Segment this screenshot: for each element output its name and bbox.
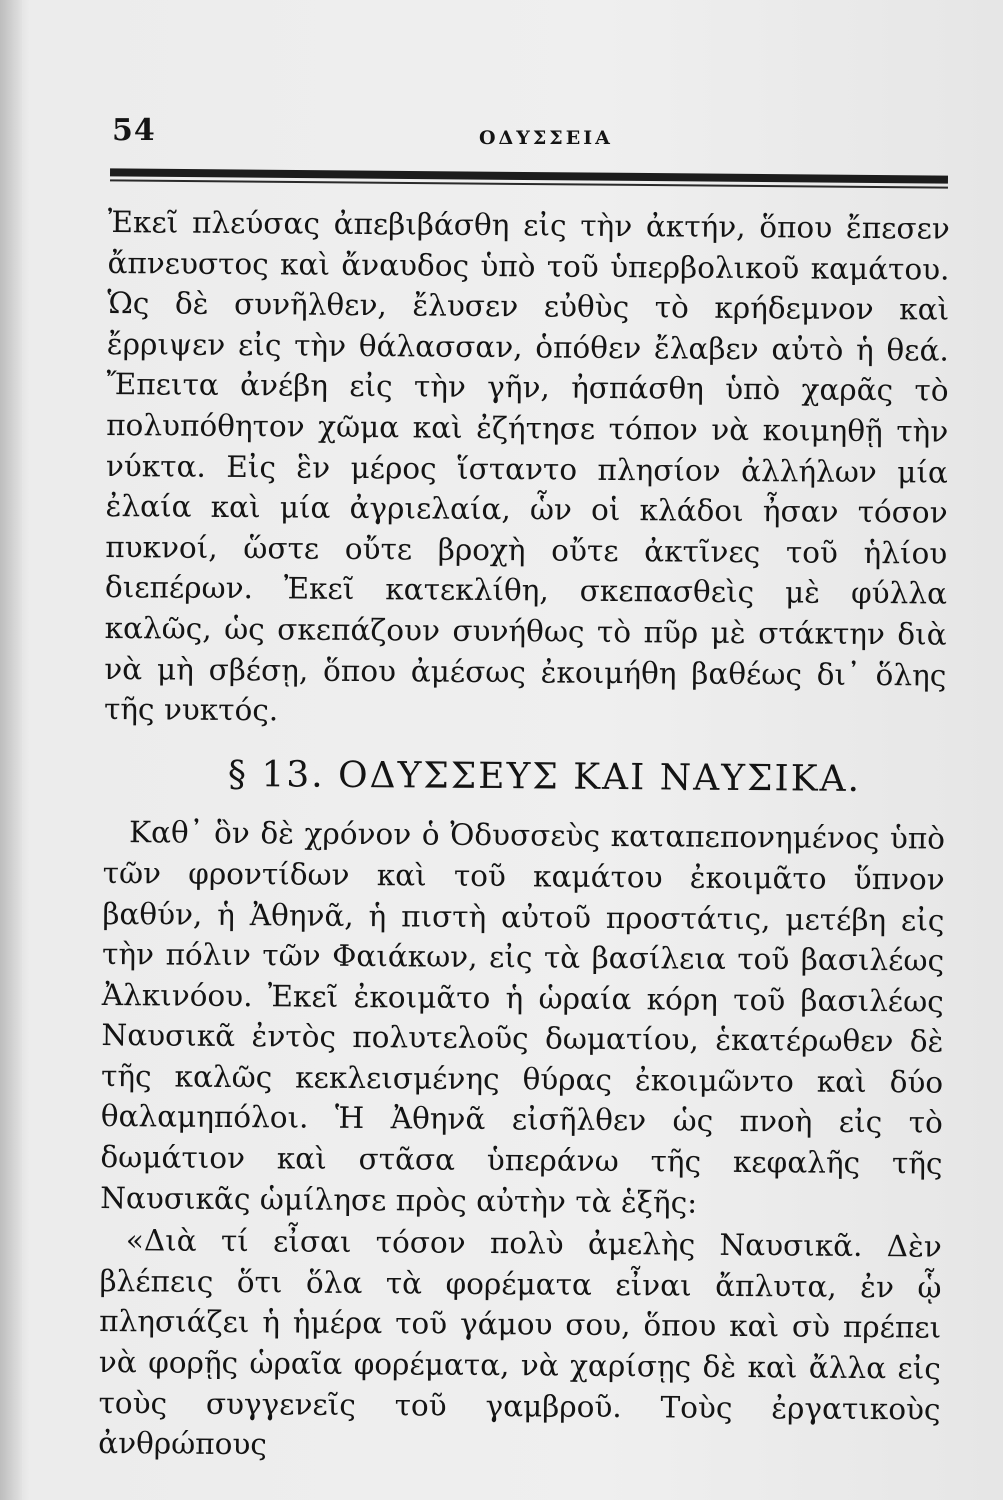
body-text: [98, 202, 950, 1470]
paragraph-arrival: Ἐκεῖ πλεύσας ἀπεβιβάσθη εἰς τὴν ἀκτήν, ὅπου ἔπεσεν ἄπνευστος καὶ ἄναυδος ὑπὸ τοῦ ὑπερβολικοῦ καμάτου. Ὡς δὲ συνῆλθεν, ἔλυσεν εὐθὺς τὸ κρήδεμνον καὶ ἔρριψεν εἰς τὴν θάλασσαν, ὁπόθεν ἔλαβεν αὐτὸ ἡ θεά. Ἔπειτα ἀνέβη εἰς τὴν γῆν, ἠσπάσθη ὑπὸ χαρᾶς τὸ πολυπόθητον χῶμα καὶ ἐζήτησε τόπον νὰ κοιμηθῇ τὴν νύκτα. Εἰς ἓν μέρος ἵσταντο πλησίον ἀλλήλων μία ἐλαία καὶ μία ἀγριελαία, ὧν οἱ κλάδοι ἦσαν τόσον πυκνοί, ὥστε οὔτε βροχὴ οὔτε ἀκτῖνες τοῦ ἡλίου διεπέρων. Ἐκεῖ κατεκλίθη, σκεπασθεὶς μὲ φύλλα καλῶς, ὡς σκεπάζουν συνήθως τὸ πῦρ μὲ στάκτην διὰ νὰ μὴ σβέσῃ, ὅπου ἀμέσως ἐκοιμήθη βαθέως δι᾽ ὅλης τῆς νυκτός.: [103, 204, 950, 728]
paragraph-speech: «Διὰ τί εἶσαι τόσον πολὺ ἀμελὴς Ναυσικᾶ. Δὲν βλέπεις ὅτι ὅλα τὰ φορέματα εἶναι ἄπλυτα, ἐν ᾧ πλησιάζει ἡ ἡμέρα τοῦ γάμου σου, ὅπου καὶ σὺ πρέπει νὰ φορῇς ὡραῖα φορέματα, νὰ χαρίσῃς δὲ καὶ ἄλλα εἰς τοὺς συγγενεῖς τοῦ γαμβροῦ. Τοὺς ἐργατικοὺς ἀνθρώπους: [98, 1223, 942, 1462]
page-number: 54: [112, 113, 156, 148]
paragraph-athena: Καθ᾽ ὃν δὲ χρόνον ὁ Ὀδυσσεὺς καταπεπονημένος ὑπὸ τῶν φροντίδων καὶ τοῦ καμάτου ἐκοιμᾶτο ὕπνον βαθύν, ἡ Ἀθηνᾶ, ἡ πιστὴ αὐτοῦ προστάτις, μετέβη εἰς τὴν πόλιν τῶν Φαιάκων, εἰς τὰ βασίλεια τοῦ βασιλέως Ἀλκινόου. Ἐκεῖ ἐκοιμᾶτο ἡ ὡραία κόρη τοῦ βασιλέως Ναυσικᾶ ἐντὸς πολυτελοῦς δωματίου, ἑκατέρωθεν δὲ τῆς καλῶς κεκλεισμένης θύρας ἐκοιμῶντο καὶ δύο θαλαμηπόλοι. Ἡ Ἀθηνᾶ εἰσῆλθεν ὡς πνοὴ εἰς τὸ δωμάτιον καὶ στᾶσα ὑπεράνω τῆς κεφαλῆς τῆς Ναυσικᾶς ὡμίλησε πρὸς αὐτὴν τὰ ἑξῆς:: [100, 815, 946, 1220]
running-title: ΟΔΥΣΣΕΙΑ: [479, 127, 613, 149]
page-binding-edge: [0, 0, 22, 1500]
section-heading: § 13. ΟΔΥΣΣΕΥΣ ΚΑΙ ΝΑΥΣΙΚΑ.: [227, 753, 862, 800]
page-header: [112, 105, 952, 155]
